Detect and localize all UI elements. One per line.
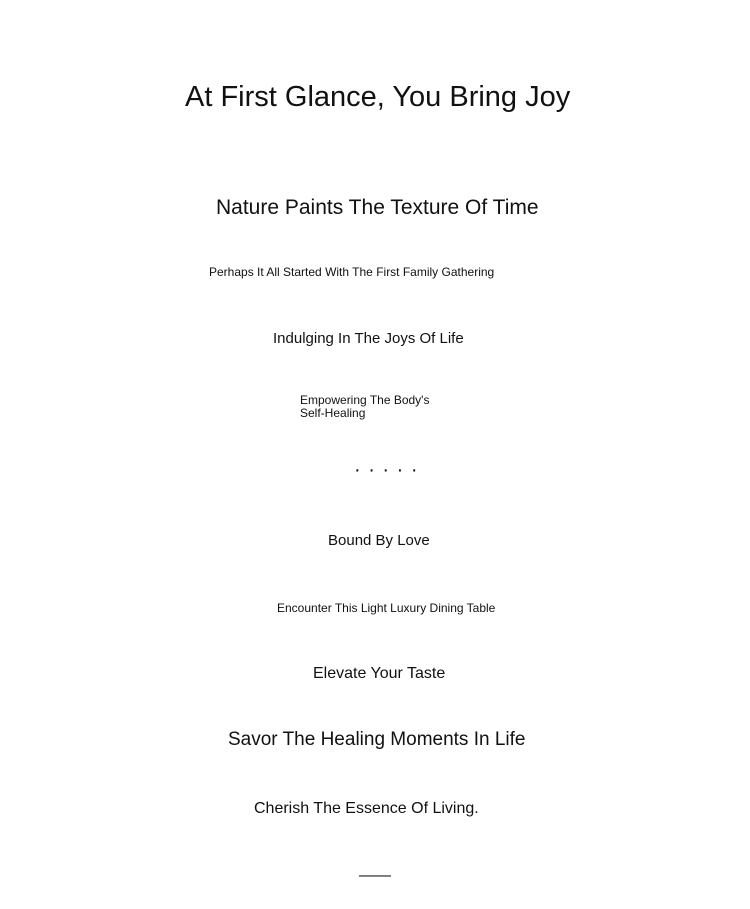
text-line: Savor The Healing Moments In Life <box>228 729 526 750</box>
text-line: Perhaps It All Started With The First Family Gathering <box>209 265 495 279</box>
dot-separator: · · · · · <box>354 459 419 481</box>
text-line: Bound By Love <box>328 532 430 549</box>
text-line: Cherish The Essence Of Living. <box>254 800 479 817</box>
headline: At First Glance, You Bring Joy <box>185 81 571 113</box>
text-line: Indulging In The Joys Of Life <box>273 330 464 347</box>
text-line: Elevate Your Taste <box>313 665 446 682</box>
text-line: Encounter This Light Luxury Dining Table <box>277 601 496 615</box>
text-line: Empowering The Body's Self-Healing <box>300 393 430 420</box>
text-line: Nature Paints The Texture Of Time <box>216 196 539 219</box>
dash-separator: —— <box>359 867 391 884</box>
